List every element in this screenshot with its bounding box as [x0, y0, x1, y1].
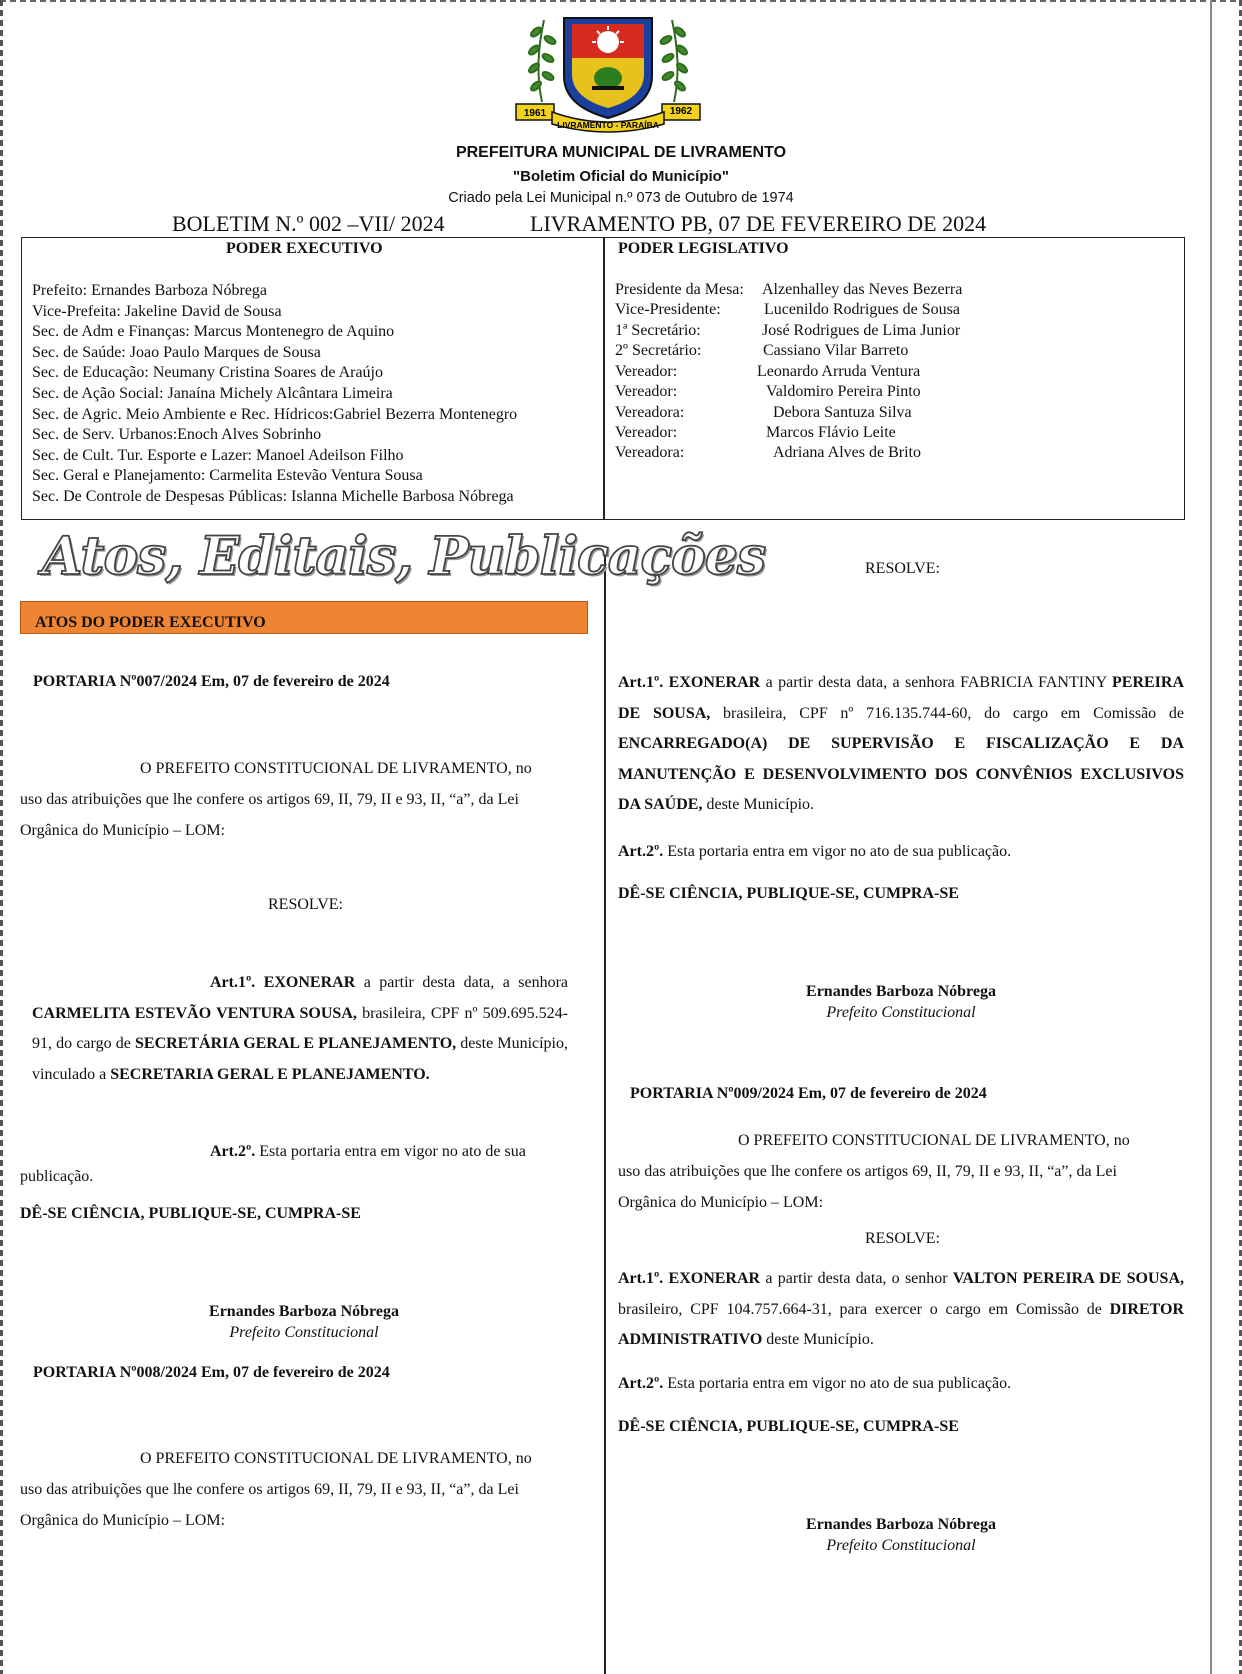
portaria-009-art1: Art.1º. EXONERAR a partir desta data, o senhor VALTON PEREIRA DE SOUSA, brasileiro, CPF 104.757.664-31, para exercer o cargo em Comissão de DIRETOR ADMINISTRATIVO deste Município. [618, 1270, 1184, 1348]
portaria-008-signature-name: Ernandes Barboza Nóbrega [806, 983, 996, 1000]
section-bar [20, 601, 588, 634]
officials-table-divider [603, 237, 605, 520]
leg-role: Vereadora: [615, 404, 685, 421]
leg-name: Cassiano Vilar Barreto [763, 342, 909, 359]
leg-name: Alzenhalley das Neves Bezerra [762, 281, 963, 298]
portaria-007-title: PORTARIA Nº007/2024 Em, 07 de fevereiro de 2024 [33, 673, 390, 690]
executivo-item: Sec. de Adm e Finanças: Marcus Montenegro de Aquino [32, 323, 395, 341]
section-bar-label: ATOS DO PODER EXECUTIVO [35, 614, 266, 631]
executivo-item: Vice-Prefeita: Jakeline David de Sousa [32, 302, 282, 320]
portaria-008-title: PORTARIA Nº008/2024 Em, 07 de fevereiro de 2024 [33, 1364, 390, 1381]
leg-name: Marcos Flávio Leite [766, 424, 896, 441]
portaria-009-closing: DÊ-SE CIÊNCIA, PUBLIQUE-SE, CUMPRA-SE [618, 1418, 959, 1435]
leg-role: Presidente da Mesa: [615, 281, 744, 298]
leg-role: Vereador: [615, 424, 678, 441]
leg-name: Debora Santuza Silva [773, 404, 912, 421]
executivo-item: Sec. de Ação Social: Janaína Michely Alcântara Limeira [32, 384, 393, 402]
portaria-008-art1: Art.1º. EXONERAR a partir desta data, a senhora FABRICIA FANTINY PEREIRA DE SOUSA, brasileira, CPF nº 716.135.744-60, do cargo em Comissão de ENCARREGADO(A) DE SUPERVISÃO E FISCALIZAÇÃO E DA MANUTENÇÃO E DESENVOLVIMENTO DOS CONVÊNIOS EXCLUSIVOS DA SAÚDE, deste Município. [618, 674, 1185, 813]
portaria-008-closing: DÊ-SE CIÊNCIA, PUBLIQUE-SE, CUMPRA-SE [618, 885, 959, 902]
leg-role: Vereador: [615, 363, 678, 380]
page-right-border [1210, 0, 1212, 1674]
portaria-007-art1: Art.1º. EXONERAR a partir desta data, a senhora CARMELITA ESTEVÃO VENTURA SOUSA, brasileira, CPF nº 509.695.524-91, do cargo de SECRETÁRIA GERAL E PLANEJAMENTO, deste Município, vinculado a SECRETARIA GERAL E PLANEJAMENTO. [32, 974, 569, 1083]
municipal-coat-of-arms [508, 10, 708, 135]
portaria-008-preamble: O PREFEITO CONSTITUCIONAL DE LIVRAMENTO, no [140, 1450, 532, 1467]
leg-role: 2º Secretário: [615, 342, 702, 359]
executivo-item: Sec. de Agric. Meio Ambiente e Rec. Hídricos:Gabriel Bezerra Montenegro [32, 405, 518, 423]
portaria-009-title: PORTARIA Nº009/2024 Em, 07 de fevereiro de 2024 [630, 1085, 987, 1102]
section-banner: Atos, Editais, Publicações [42, 526, 766, 587]
bulletin-number: BOLETIM N.º 002 –VII/ 2024 [172, 211, 445, 236]
portaria-008-preamble: uso das atribuições que lhe confere os artigos 69, II, 79, II e 93, II, “a”, da Lei [20, 1481, 519, 1498]
portaria-009-art2: Art.2º. Esta portaria entra em vigor no ato de sua publicação. [618, 1375, 1012, 1392]
portaria-009-preamble: Orgânica do Município – LOM: [618, 1194, 824, 1211]
executivo-item: Sec. de Educação: Neumany Cristina Soares de Araújo [32, 364, 383, 382]
portaria-008-preamble: Orgânica do Município – LOM: [20, 1512, 226, 1529]
executivo-item: Sec. de Cult. Tur. Esporte e Lazer: Manoel Adeilson Filho [32, 446, 404, 464]
legislativo-heading: PODER LEGISLATIVO [618, 240, 789, 257]
portaria-009-preamble: uso das atribuições que lhe confere os artigos 69, II, 79, II e 93, II, “a”, da Lei [618, 1163, 1117, 1180]
executivo-list [32, 281, 517, 508]
executivo-item: Sec. de Saúde: Joao Paulo Marques de Sousa [32, 343, 321, 361]
leg-role: Vice-Presidente: [615, 301, 721, 318]
crest-ribbon: LIVRAMENTO - PARAÍBA [557, 120, 659, 130]
leg-name: Adriana Alves de Brito [773, 444, 921, 461]
portaria-008-resolve: RESOLVE: [865, 560, 940, 577]
creation-law: Criado pela Lei Municipal n.º 073 de Outubro de 1974 [448, 190, 794, 206]
portaria-007-art2: Art.2º. Esta portaria entra em vigor no ato de sua [210, 1143, 526, 1160]
leg-name: Lucenildo Rodrigues de Sousa [764, 301, 960, 318]
portaria-007-preamble: uso das atribuições que lhe confere os artigos 69, II, 79, II e 93, II, “a”, da Lei [20, 791, 519, 808]
portaria-009-resolve: RESOLVE: [865, 1230, 940, 1247]
page-left-edge [0, 0, 3, 1674]
page-subtitle: "Boletim Oficial do Município" [513, 168, 729, 185]
portaria-007-closing: DÊ-SE CIÊNCIA, PUBLIQUE-SE, CUMPRA-SE [20, 1205, 361, 1222]
executivo-item: Sec. Geral e Planejamento: Carmelita Estevão Ventura Sousa [32, 467, 423, 485]
portaria-007-art2-cont: publicação. [20, 1168, 94, 1185]
portaria-009-signature-role: Prefeito Constitucional [826, 1537, 976, 1554]
portaria-009-signature-name: Ernandes Barboza Nóbrega [806, 1516, 996, 1533]
portaria-007-preamble: O PREFEITO CONSTITUCIONAL DE LIVRAMENTO, no [140, 760, 532, 777]
leg-role: 1ª Secretário: [615, 322, 701, 339]
portaria-007-resolve: RESOLVE: [268, 896, 343, 913]
portaria-007-signature-name: Ernandes Barboza Nóbrega [209, 1303, 399, 1320]
leg-role: Vereador: [615, 383, 678, 400]
portaria-008-art2: Art.2º. Esta portaria entra em vigor no ato de sua publicação. [618, 843, 1012, 860]
leg-name: Leonardo Arruda Ventura [757, 363, 921, 380]
page-top-edge [0, 0, 1242, 2]
portaria-007-signature-role: Prefeito Constitucional [229, 1324, 379, 1341]
page-title: PREFEITURA MUNICIPAL DE LIVRAMENTO [455, 144, 787, 161]
portaria-007-preamble: Orgânica do Município – LOM: [20, 822, 226, 839]
executivo-item: Sec. De Controle de Despesas Públicas: Islanna Michelle Barbosa Nóbrega [32, 487, 514, 505]
executivo-item: Sec. de Serv. Urbanos:Enoch Alves Sobrinho [32, 426, 322, 444]
leg-role: Vereadora: [615, 444, 685, 461]
column-divider [604, 556, 606, 1674]
portaria-008-signature-role: Prefeito Constitucional [826, 1004, 976, 1021]
portaria-009-preamble: O PREFEITO CONSTITUCIONAL DE LIVRAMENTO, no [738, 1132, 1130, 1149]
executivo-item: Prefeito: Ernandes Barboza Nóbrega [32, 282, 268, 299]
crest-year-right: 1962 [669, 106, 693, 117]
leg-name: Valdomiro Pereira Pinto [766, 383, 921, 400]
bulletin-date: LIVRAMENTO PB, 07 DE FEVEREIRO DE 2024 [530, 211, 987, 236]
executivo-heading: PODER EXECUTIVO [226, 240, 383, 257]
crest-year-left: 1961 [523, 108, 547, 119]
leg-name: José Rodrigues de Lima Junior [762, 322, 961, 339]
